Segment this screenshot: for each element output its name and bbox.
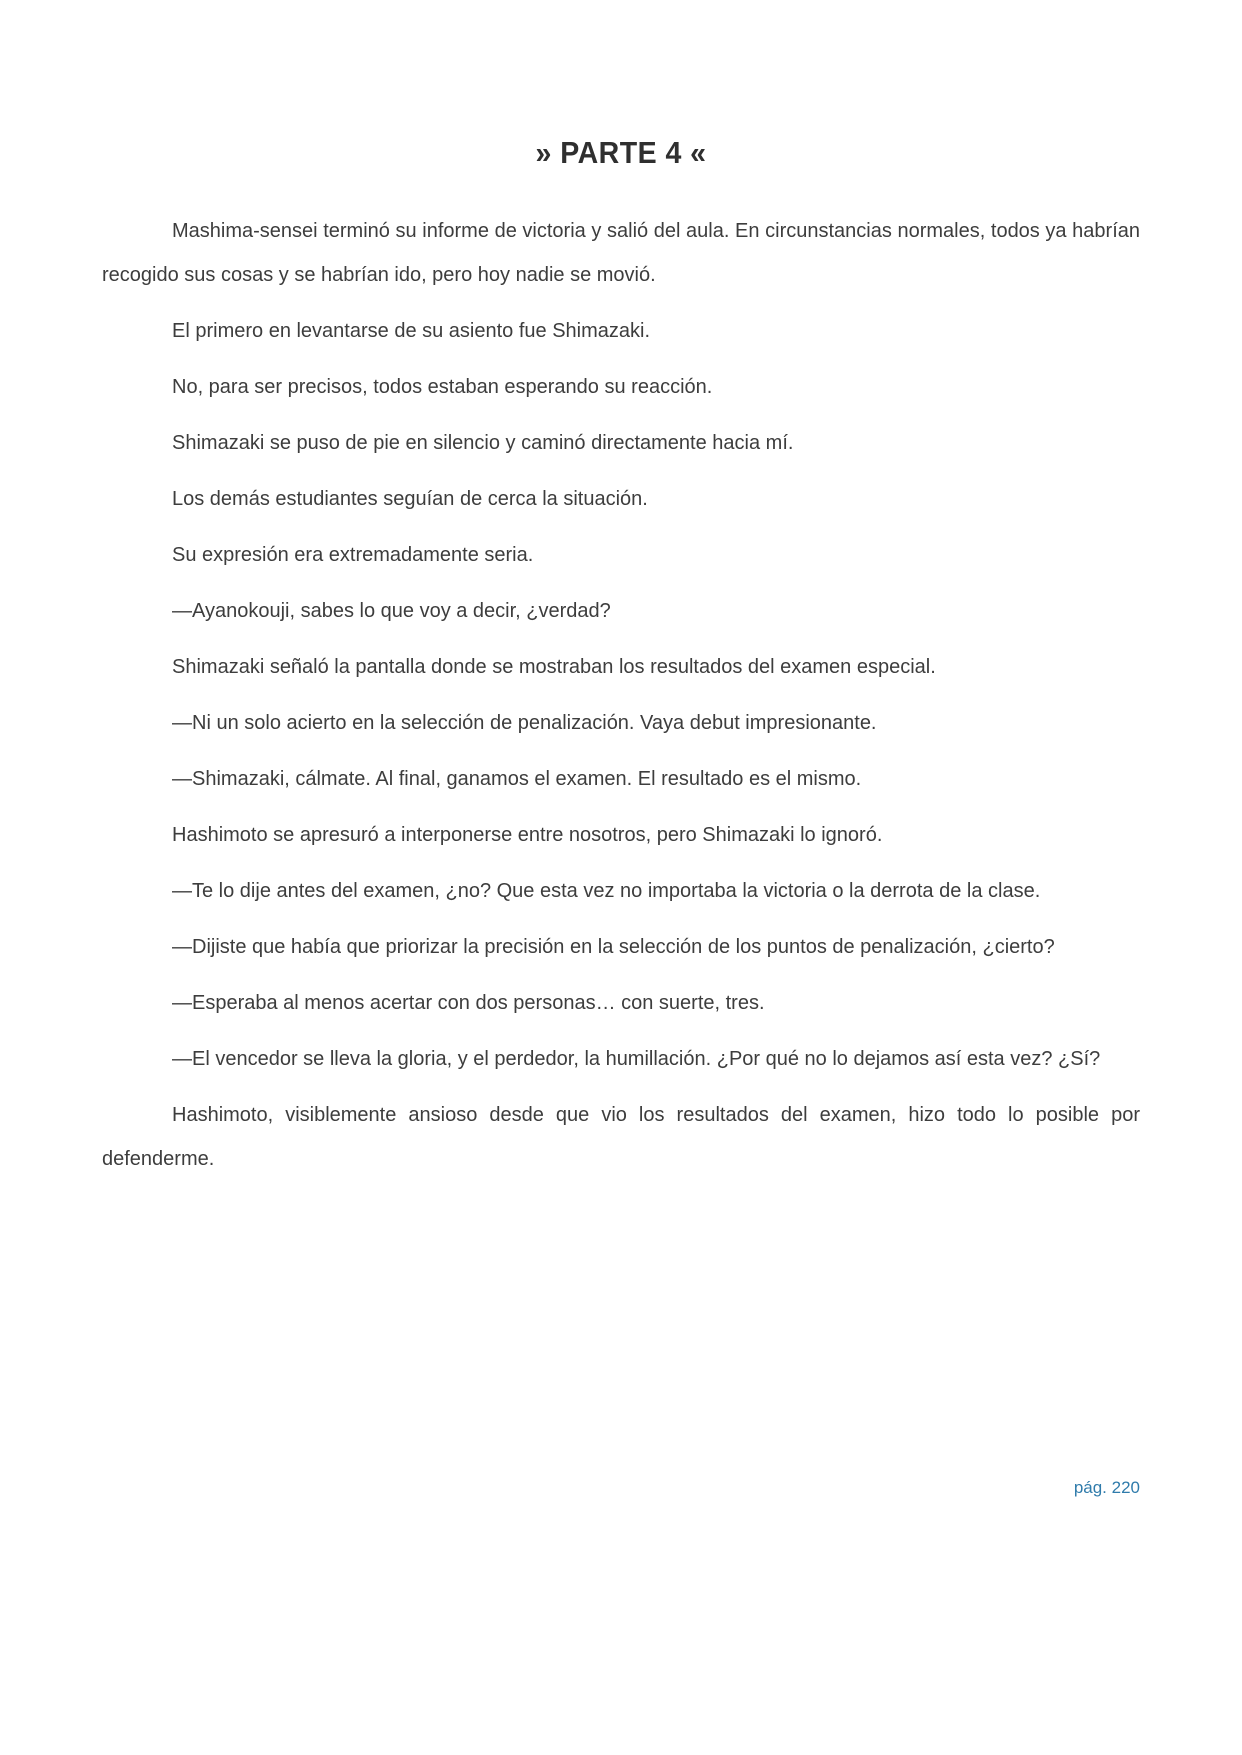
paragraph: Hashimoto, visiblemente ansioso desde que vio los resultados del examen, hizo todo lo posible por defenderme.	[102, 1104, 1140, 1170]
paragraph: Hashimoto se apresuró a interponerse entre nosotros, pero Shimazaki lo ignoró.	[172, 824, 883, 846]
paragraph: Los demás estudiantes seguían de cerca la situación.	[172, 488, 648, 510]
page-title: » PARTE 4 «	[535, 135, 707, 170]
paragraph: Shimazaki se puso de pie en silencio y caminó directamente hacia mí.	[172, 432, 794, 454]
paragraph: El primero en levantarse de su asiento fue Shimazaki.	[172, 320, 651, 342]
paragraph: —Shimazaki, cálmate. Al final, ganamos el examen. El resultado es el mismo.	[172, 768, 862, 790]
paragraph: —Ayanokouji, sabes lo que voy a decir, ¿verdad?	[172, 600, 611, 622]
paragraph: —Te lo dije antes del examen, ¿no? Que esta vez no importaba la victoria o la derrota de la clase.	[172, 880, 1041, 902]
paragraph: —El vencedor se lleva la gloria, y el perdedor, la humillación. ¿Por qué no lo dejamos así esta vez? ¿Sí?	[172, 1048, 1101, 1070]
paragraph: —Ni un solo acierto en la selección de penalización. Vaya debut impresionante.	[172, 712, 877, 734]
paragraph: Su expresión era extremadamente seria.	[172, 544, 534, 566]
paragraph: —Esperaba al menos acertar con dos personas… con suerte, tres.	[172, 992, 765, 1014]
paragraph: Shimazaki señaló la pantalla donde se mostraban los resultados del examen especial.	[172, 656, 936, 678]
paragraph: No, para ser precisos, todos estaban esperando su reacción.	[172, 376, 713, 398]
paragraph: Mashima-sensei terminó su informe de victoria y salió del aula. En circunstancias normales, todos ya habrían recogido sus cosas y se habrían ido, pero hoy nadie se movió.	[102, 220, 1140, 286]
paragraph: —Dijiste que había que priorizar la precisión en la selección de los puntos de penalización, ¿cierto?	[172, 936, 1055, 958]
page-number: pág. 220	[1073, 1478, 1140, 1497]
